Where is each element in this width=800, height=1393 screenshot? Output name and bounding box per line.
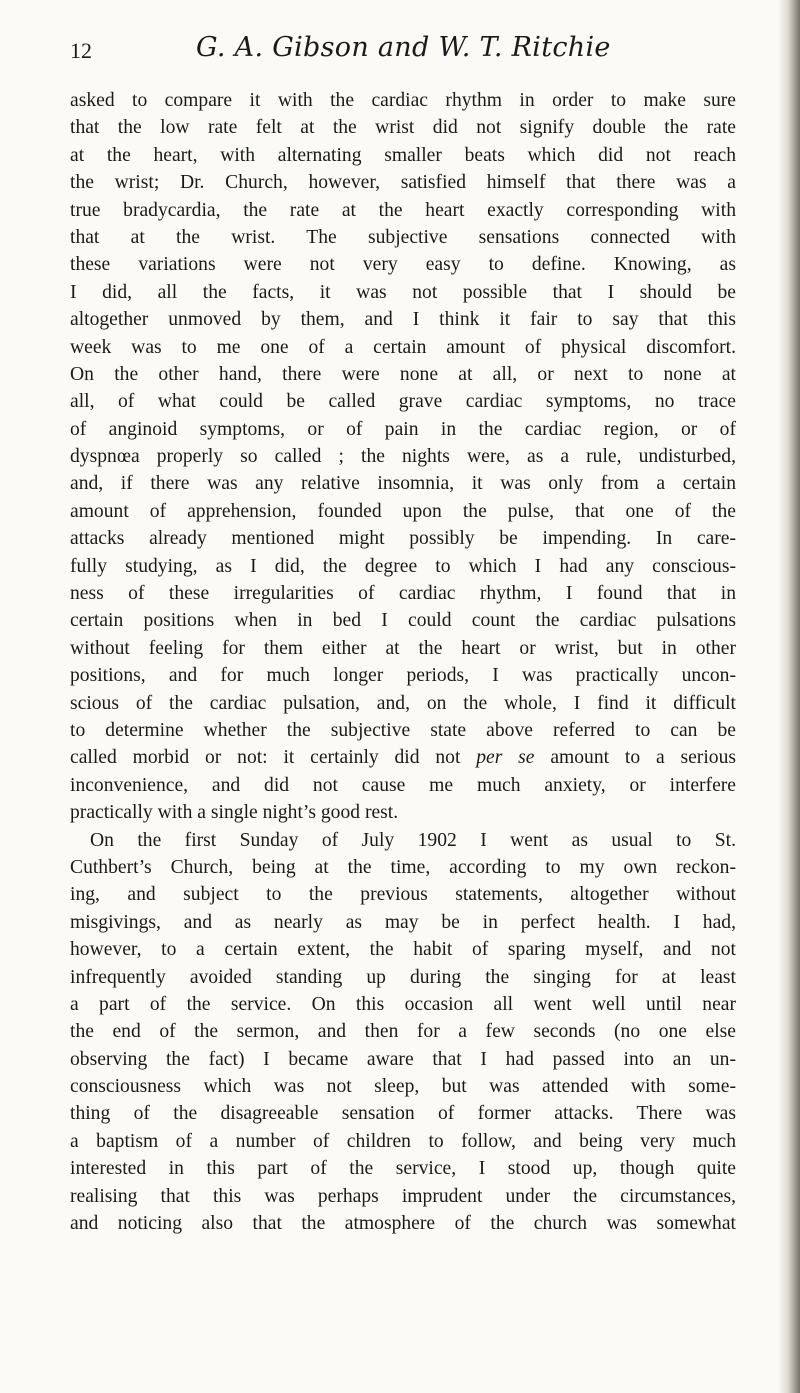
running-head: [70, 32, 750, 72]
text-line: to determine whether the subjective state above referred to can be: [70, 719, 736, 741]
text-line: week was to me one of a certain amount of physical discomfort.: [70, 336, 736, 358]
text-line: the end of the sermon, and then for a few seconds (no one else: [70, 1021, 736, 1043]
text-segment: amount to a serious: [550, 747, 736, 769]
text-line: however, to a certain extent, the habit of sparing myself, and not: [70, 939, 736, 961]
text-line: without feeling for them either at the heart or wrist, but in other: [70, 637, 736, 659]
italic-phrase: per se: [476, 747, 535, 769]
text-line: these variations were not very easy to define. Knowing, as: [70, 254, 736, 276]
text-line: and noticing also that the atmosphere of the church was somewhat: [70, 1213, 736, 1235]
paragraph-end-line: practically with a single night’s good rest.: [70, 802, 399, 824]
text-line: ing, and subject to the previous statements, altogether without: [70, 884, 736, 906]
text-line: the wrist; Dr. Church, however, satisfied himself that there was a: [70, 172, 736, 194]
text-line: Cuthbert’s Church, being at the time, according to my own reckon-: [70, 856, 736, 878]
running-head-title: G. A. Gibson and W. T. Ritchie: [196, 32, 611, 63]
text-line: positions, and for much longer periods, I was practically uncon-: [70, 665, 736, 687]
text-line: ness of these irregularities of cardiac rhythm, I found that in: [70, 583, 736, 605]
text-line: that at the wrist. The subjective sensations connected with: [70, 226, 736, 248]
text-line: at the heart, with alternating smaller beats which did not reach: [70, 144, 736, 166]
text-line: consciousness which was not sleep, but was attended with some-: [70, 1076, 736, 1098]
text-line: observing the fact) I became aware that I had passed into an un-: [70, 1048, 736, 1070]
text-line: thing of the disagreeable sensation of former attacks. There was: [70, 1103, 736, 1125]
page-number: 12: [70, 38, 92, 63]
page-edge-shadow: [778, 0, 800, 1393]
text-line: misgivings, and as nearly as may be in perfect health. I had,: [70, 911, 736, 933]
text-line: that the low rate felt at the wrist did not signify double the rate: [70, 117, 736, 139]
text-segment: called morbid or not: it certainly did not: [70, 747, 461, 769]
text-line: all, of what could be called grave cardiac symptoms, no trace: [70, 391, 736, 413]
text-line: interested in this part of the service, I stood up, though quite: [70, 1158, 736, 1180]
text-line: true bradycardia, the rate at the heart exactly corresponding with: [70, 199, 736, 221]
text-line: fully studying, as I did, the degree to which I had any conscious-: [70, 555, 736, 577]
text-line: a part of the service. On this occasion all went well until near: [70, 993, 736, 1015]
text-line: of anginoid symptoms, or of pain in the cardiac region, or of: [70, 418, 736, 440]
text-line: inconvenience, and did not cause me much anxiety, or interfere: [70, 774, 736, 796]
text-line: certain positions when in bed I could count the cardiac pulsations: [70, 610, 736, 632]
text-line: realising that this was perhaps imprudent under the circumstances,: [70, 1185, 736, 1207]
body-text: [70, 87, 736, 1237]
text-line: attacks already mentioned might possibly be impending. In care-: [70, 528, 736, 550]
text-line: infrequently avoided standing up during the singing for at least: [70, 966, 736, 988]
text-line: a baptism of a number of children to follow, and being very much: [70, 1130, 736, 1152]
text-line: amount of apprehension, founded upon the pulse, that one of the: [70, 500, 736, 522]
text-line: I did, all the facts, it was not possible that I should be: [70, 281, 736, 303]
paragraph-start-line: On the first Sunday of July 1902 I went as usual to St.: [90, 829, 736, 851]
text-line-with-italic: [70, 744, 736, 771]
text-line: and, if there was any relative insomnia, it was only from a certain: [70, 473, 736, 495]
text-line: altogether unmoved by them, and I think it fair to say that this: [70, 309, 736, 331]
text-line: dyspnœa properly so called ; the nights were, as a rule, undisturbed,: [70, 446, 736, 468]
text-line: scious of the cardiac pulsation, and, on the whole, I find it difficult: [70, 692, 736, 714]
text-line: On the other hand, there were none at all, or next to none at: [70, 363, 736, 385]
text-line: asked to compare it with the cardiac rhythm in order to make sure: [70, 90, 736, 111]
